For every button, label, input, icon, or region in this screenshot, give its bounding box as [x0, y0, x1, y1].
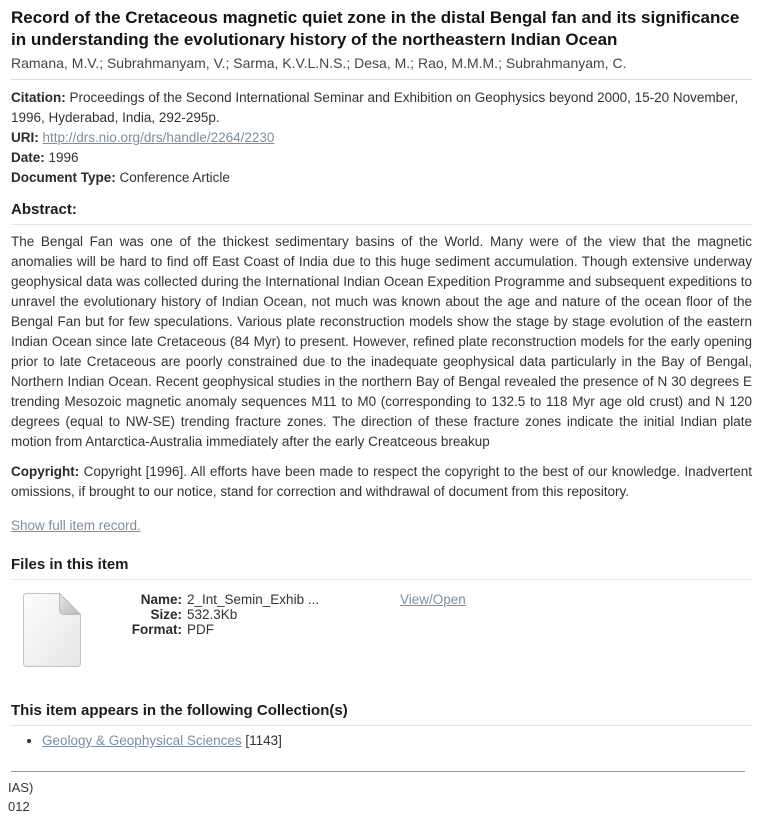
- file-metadata: [122, 592, 400, 637]
- uri-label: URI:: [11, 130, 39, 145]
- date-value: 1996: [48, 150, 79, 165]
- file-row: [11, 592, 752, 671]
- item-page: [0, 7, 759, 816]
- view-open-link[interactable]: View/Open: [400, 592, 466, 607]
- show-full-item-record-link[interactable]: Show full item record.: [11, 518, 141, 533]
- footer-divider: [11, 771, 745, 772]
- doctype-label: Document Type:: [11, 170, 116, 185]
- footer-line-1: IAS): [8, 780, 34, 795]
- file-document-icon[interactable]: [20, 592, 82, 671]
- page-title: Record of the Cretaceous magnetic quiet zone in the distal Bengal fan and its significance in understanding the evolutionary history of the northeastern Indian Ocean: [11, 8, 740, 49]
- collections-section-heading: This item appears in the following Collection(s): [11, 702, 752, 726]
- page-footer: [8, 771, 752, 816]
- doctype-line: [11, 168, 752, 188]
- collection-link[interactable]: Geology & Geophysical Sciences: [42, 733, 242, 748]
- file-size-label: Size:: [150, 607, 182, 622]
- collection-list-item: [42, 731, 752, 750]
- file-format-value: PDF: [187, 622, 214, 637]
- header-divider: [11, 79, 752, 80]
- footer-text-block: [8, 778, 752, 816]
- abstract-text: The Bengal Fan was one of the thickest sedimentary basins of the World. Many were of the view that the magnetic anomalies will be hard to find off East Coast of India due to this huge sediment accumulation. Though extensive underway geophysical data was collected during the International Indian Ocean Expedition Programme and subsequent expeditions to unravel the evolutionary history of Indian Ocean, not much was known about the age and nature of the ocean floor of the Bengal Fan but for few speculations. Various plate reconstruction models show the stage by stage evolution of the eastern Indian Ocean since late Cretaceous (84 Myr) to present. However, refined plate reconstruction models for the early opening prior to late Cretaceous are poorly constrained due to the inadequate geophysical data particularly in the Bay of Bengal, Northern Indian Ocean. Recent geophysical studies in the northern Bay of Bengal revealed the presence of N 30 degrees E trending Mesozoic magnetic anomaly sequences M11 to M0 (corresponding to 132.5 to 118 Myr age old crust) and N 120 degrees (equal to NW-SE) trending fracture zones. The direction of these fracture zones indicate the initial Indian plate motion from Antarctica-Australia immediately after the early Creatceous breakup: [11, 234, 752, 449]
- citation-label: Citation:: [11, 90, 66, 105]
- citation-value: Proceedings of the Second International Seminar and Exhibition on Geophysics beyond 2000, 15-20 November, 1996, Hyderabad, India, 292-295p.: [11, 90, 739, 125]
- file-format-label: Format:: [131, 622, 182, 637]
- file-name-row: [122, 592, 400, 607]
- doctype-value: Conference Article: [119, 170, 230, 185]
- citation-line: [11, 88, 752, 128]
- file-name-label: Name:: [140, 592, 182, 607]
- collection-item-count: [1143]: [245, 733, 282, 748]
- footer-line-2: 012: [8, 799, 30, 814]
- files-section-heading: Files in this item: [11, 556, 752, 580]
- file-size-value: 532.3Kb: [187, 607, 238, 622]
- file-name-value: 2_Int_Semin_Exhib ...: [187, 592, 320, 607]
- file-actions: [400, 592, 466, 607]
- uri-line: [11, 128, 752, 148]
- copyright-text: Copyright [1996]. All efforts have been made to respect the copyright to the best of our knowledge. Inadvertent omissions, if brought to our notice, stand for correction and withdrawal of document from this repository.: [11, 464, 752, 499]
- date-label: Date:: [11, 150, 45, 165]
- abstract-heading: Abstract:: [11, 201, 752, 225]
- collections-list: [11, 731, 752, 750]
- date-line: [11, 148, 752, 168]
- authors-line: Ramana, M.V.; Subrahmanyam, V.; Sarma, K.V.L.N.S.; Desa, M.; Rao, M.M.M.; Subrahmanyam, C.: [11, 55, 627, 71]
- file-size-row: [122, 607, 400, 622]
- copyright-label: Copyright:: [11, 464, 80, 479]
- copyright-line: [11, 462, 752, 502]
- uri-link[interactable]: http://drs.nio.org/drs/handle/2264/2230: [42, 130, 275, 145]
- file-format-row: [122, 622, 400, 637]
